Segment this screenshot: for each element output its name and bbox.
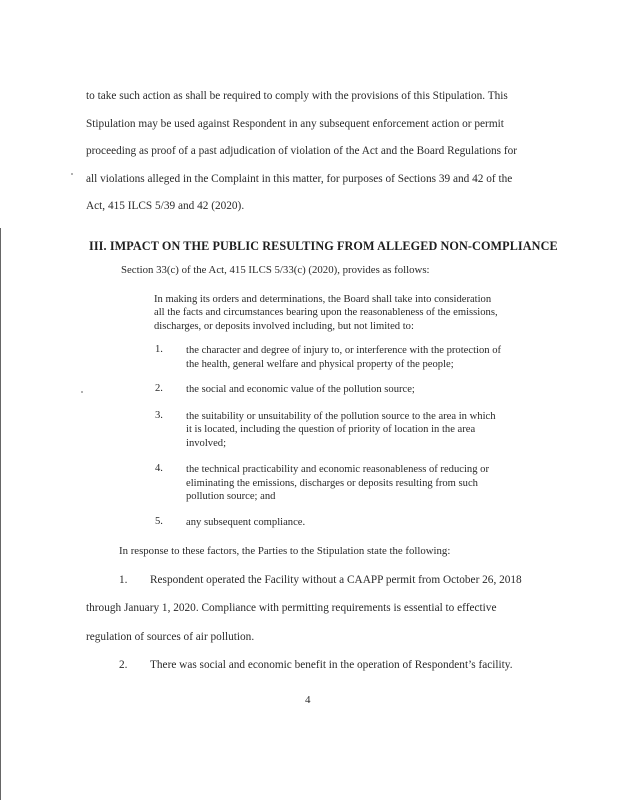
quote-item-line: the technical practicability and economic reasonableness of reducing or [186,464,489,475]
response-intro: In response to these factors, the Parties to the Stipulation state the following: [119,545,451,557]
quote-item-number: 1. [155,344,163,355]
scan-speck [81,391,83,393]
body-line: to take such action as shall be required to comply with the provisions of this Stipulation. This [86,90,508,102]
quote-item-line: the character and degree of injury to, or interference with the protection of [186,345,502,356]
finding-number: 1. [119,574,128,586]
section-heading: III. IMPACT ON THE PUBLIC RESULTING FROM ALLEGED NON-COMPLIANCE [89,239,558,253]
scan-edge-line [0,228,1,800]
body-line: all violations alleged in the Complaint in this matter, for purposes of Sections 39 and 42 of the [86,173,513,185]
quote-line: discharges, or deposits involved including, but not limited to: [154,321,414,332]
quote-item-number: 3. [155,410,163,421]
body-line: Stipulation may be used against Respondent in any subsequent enforcement action or permit [86,118,504,130]
quote-item-line: the suitability or unsuitability of the pollution source to the area in which [186,411,496,422]
finding-line: regulation of sources of air pollution. [86,631,255,643]
quote-item-number: 4. [155,463,163,474]
quote-item-number: 5. [155,516,163,527]
finding-number: 2. [119,659,128,671]
quote-item-line: eliminating the emissions, discharges or deposits resulting from such [186,478,478,489]
finding-line: Respondent operated the Facility without a CAAPP permit from October 26, 2018 [150,574,522,586]
body-line: Act, 415 ILCS 5/39 and 42 (2020). [86,200,245,212]
quote-item-line: any subsequent compliance. [186,517,306,528]
quote-line: In making its orders and determinations, the Board shall take into consideration [154,294,492,305]
quote-item-line: it is located, including the question of priority of location in the area [186,424,476,435]
body-line: proceeding as proof of a past adjudication of violation of the Act and the Board Regulations for [86,145,518,157]
quote-item-line: the health, general welfare and physical property of the people; [186,359,454,370]
quote-item-line: the social and economic value of the pollution source; [186,384,415,395]
page-number: 4 [305,694,311,706]
intro-line: Section 33(c) of the Act, 415 ILCS 5/33(c) (2020), provides as follows: [121,264,430,276]
quote-item-number: 2. [155,383,163,394]
quote-item-line: pollution source; and [186,491,276,502]
quote-line: all the facts and circumstances bearing upon the reasonableness of the emissions, [154,307,498,318]
quote-item-line: involved; [186,438,227,449]
scan-speck [71,173,73,175]
finding-line: There was social and economic benefit in the operation of Respondent’s facility. [150,659,513,671]
finding-line: through January 1, 2020. Compliance with permitting requirements is essential to effective [86,602,497,614]
